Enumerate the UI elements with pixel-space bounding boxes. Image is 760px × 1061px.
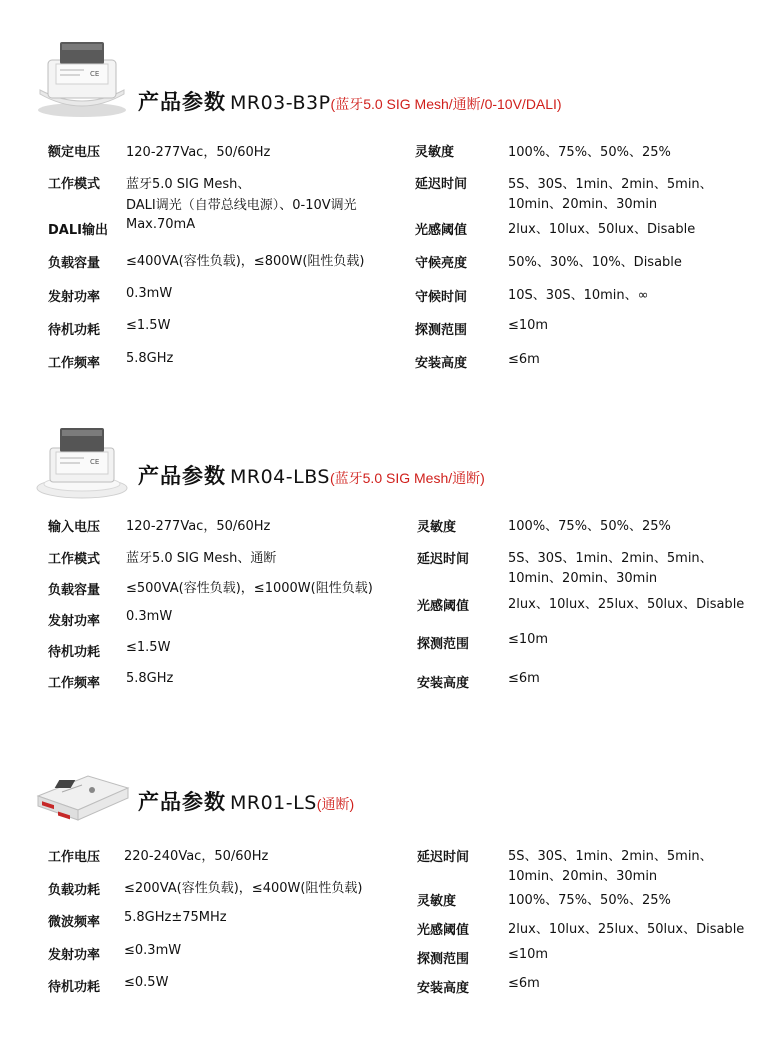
spec-key: 灵敏度 bbox=[417, 520, 457, 535]
spec-key: DALI输出 bbox=[48, 223, 108, 238]
spec-key: 待机功耗 bbox=[48, 323, 101, 338]
spec-value: ≤10m bbox=[508, 947, 549, 962]
spec-key: 负载功耗 bbox=[48, 883, 101, 898]
spec-key: 灵敏度 bbox=[417, 894, 457, 909]
spec-value: 5.8GHz±75MHz bbox=[124, 910, 227, 925]
spec-value: 5S、30S、1min、2min、5min、 bbox=[508, 177, 713, 192]
spec-value: 蓝牙5.0 SIG Mesh、 bbox=[126, 177, 251, 192]
spec-key: 探测范围 bbox=[415, 323, 468, 338]
spec-key: 待机功耗 bbox=[48, 980, 101, 995]
section-title bbox=[138, 786, 354, 816]
spec-value: 5.8GHz bbox=[126, 671, 174, 686]
spec-key: 工作模式 bbox=[48, 177, 101, 192]
title-label: 产品参数 bbox=[138, 90, 226, 114]
spec-key: 工作频率 bbox=[48, 676, 101, 691]
spec-value: ≤6m bbox=[508, 671, 540, 686]
spec-key: 发射功率 bbox=[48, 290, 101, 305]
spec-value: ≤0.3mW bbox=[124, 943, 182, 958]
spec-key: 探测范围 bbox=[417, 952, 470, 967]
spec-key: 安装高度 bbox=[417, 676, 470, 691]
feature-tag: (蓝牙5.0 SIG Mesh/通断) bbox=[329, 470, 485, 486]
spec-value: ≤500VA(容性负载)，≤1000W(阻性负载) bbox=[126, 581, 373, 596]
spec-key: 工作频率 bbox=[48, 356, 101, 371]
feature-tag: (通断) bbox=[316, 796, 355, 812]
spec-key: 工作模式 bbox=[48, 552, 101, 567]
spec-key: 发射功率 bbox=[48, 948, 101, 963]
spec-value: 50%、30%、10%、Disable bbox=[508, 255, 682, 270]
spec-value: 220-240Vac，50/60Hz bbox=[124, 849, 269, 864]
spec-key: 安装高度 bbox=[415, 356, 468, 371]
spec-value: 5S、30S、1min、2min、5min、 bbox=[508, 849, 713, 864]
spec-value: 100%、75%、50%、25% bbox=[508, 145, 671, 160]
spec-value: ≤200VA(容性负载)，≤400W(阻性负载) bbox=[124, 881, 363, 896]
feature-tag: (蓝牙5.0 SIG Mesh/通断/0-10V/DALI) bbox=[330, 96, 562, 112]
spec-value: 5.8GHz bbox=[126, 351, 174, 366]
spec-value: 120-277Vac，50/60Hz bbox=[126, 145, 271, 160]
spec-key: 微波频率 bbox=[48, 915, 101, 930]
spec-value: ≤0.5W bbox=[124, 975, 169, 990]
spec-value: 100%、75%、50%、25% bbox=[508, 893, 671, 908]
svg-text:CE: CE bbox=[90, 70, 100, 78]
spec-value: 120-277Vac，50/60Hz bbox=[126, 519, 271, 534]
spec-key: 守候时间 bbox=[415, 290, 468, 305]
spec-key: 额定电压 bbox=[48, 145, 101, 160]
model-name: MR03-B3P bbox=[230, 92, 331, 114]
sensor-downlight-image bbox=[34, 422, 130, 502]
section-title bbox=[138, 460, 485, 490]
spec-key: 灵敏度 bbox=[415, 145, 455, 160]
spec-value: ≤10m bbox=[508, 318, 549, 333]
spec-value: 100%、75%、50%、25% bbox=[508, 519, 671, 534]
spec-key: 延迟时间 bbox=[417, 850, 470, 865]
model-name: MR04-LBS bbox=[230, 466, 330, 488]
spec-key: 负载容量 bbox=[48, 256, 101, 271]
spec-value: ≤1.5W bbox=[126, 318, 171, 333]
spec-key: 工作电压 bbox=[48, 850, 101, 865]
spec-value: 10min、20min、30min bbox=[508, 571, 658, 586]
spec-key: 输入电压 bbox=[48, 520, 101, 535]
spec-key: 光感阈值 bbox=[415, 223, 468, 238]
spec-value: ≤6m bbox=[508, 976, 540, 991]
spec-value: 蓝牙5.0 SIG Mesh、通断 bbox=[126, 551, 277, 566]
spec-value: 10min、20min、30min bbox=[508, 197, 658, 212]
spec-key: 探测范围 bbox=[417, 637, 470, 652]
model-name: MR01-LS bbox=[230, 792, 317, 814]
spec-value: 5S、30S、1min、2min、5min、 bbox=[508, 551, 713, 566]
title-label: 产品参数 bbox=[138, 464, 226, 488]
svg-text:CE: CE bbox=[90, 458, 100, 466]
spec-key: 发射功率 bbox=[48, 614, 101, 629]
spec-value: 2lux、10lux、25lux、50lux、Disable bbox=[508, 597, 745, 612]
spec-value: Max.70mA bbox=[126, 217, 196, 232]
spec-value: ≤10m bbox=[508, 632, 549, 647]
spec-value: ≤400VA(容性负载)，≤800W(阻性负载) bbox=[126, 254, 365, 269]
sensor-downlight-image bbox=[34, 36, 130, 118]
spec-key: 待机功耗 bbox=[48, 645, 101, 660]
spec-value: DALI调光（自带总线电源）、0-10V调光 bbox=[126, 198, 357, 213]
title-label: 产品参数 bbox=[138, 790, 226, 814]
spec-key: 负载容量 bbox=[48, 583, 101, 598]
spec-value: 0.3mW bbox=[126, 609, 173, 624]
spec-key: 延迟时间 bbox=[417, 552, 470, 567]
spec-value: 2lux、10lux、50lux、Disable bbox=[508, 222, 696, 237]
spec-value: ≤6m bbox=[508, 352, 540, 367]
spec-key: 守候亮度 bbox=[415, 256, 468, 271]
spec-key: 安装高度 bbox=[417, 981, 470, 996]
spec-key: 延迟时间 bbox=[415, 177, 468, 192]
spec-key: 光感阈值 bbox=[417, 599, 470, 614]
spec-value: 10S、30S、10min、∞ bbox=[508, 288, 649, 303]
section-title bbox=[138, 86, 562, 116]
spec-value: 10min、20min、30min bbox=[508, 869, 658, 884]
spec-value: ≤1.5W bbox=[126, 640, 171, 655]
sensor-module-image bbox=[32, 758, 132, 826]
spec-value: 0.3mW bbox=[126, 286, 173, 301]
spec-value: 2lux、10lux、25lux、50lux、Disable bbox=[508, 922, 745, 937]
spec-key: 光感阈值 bbox=[417, 923, 470, 938]
